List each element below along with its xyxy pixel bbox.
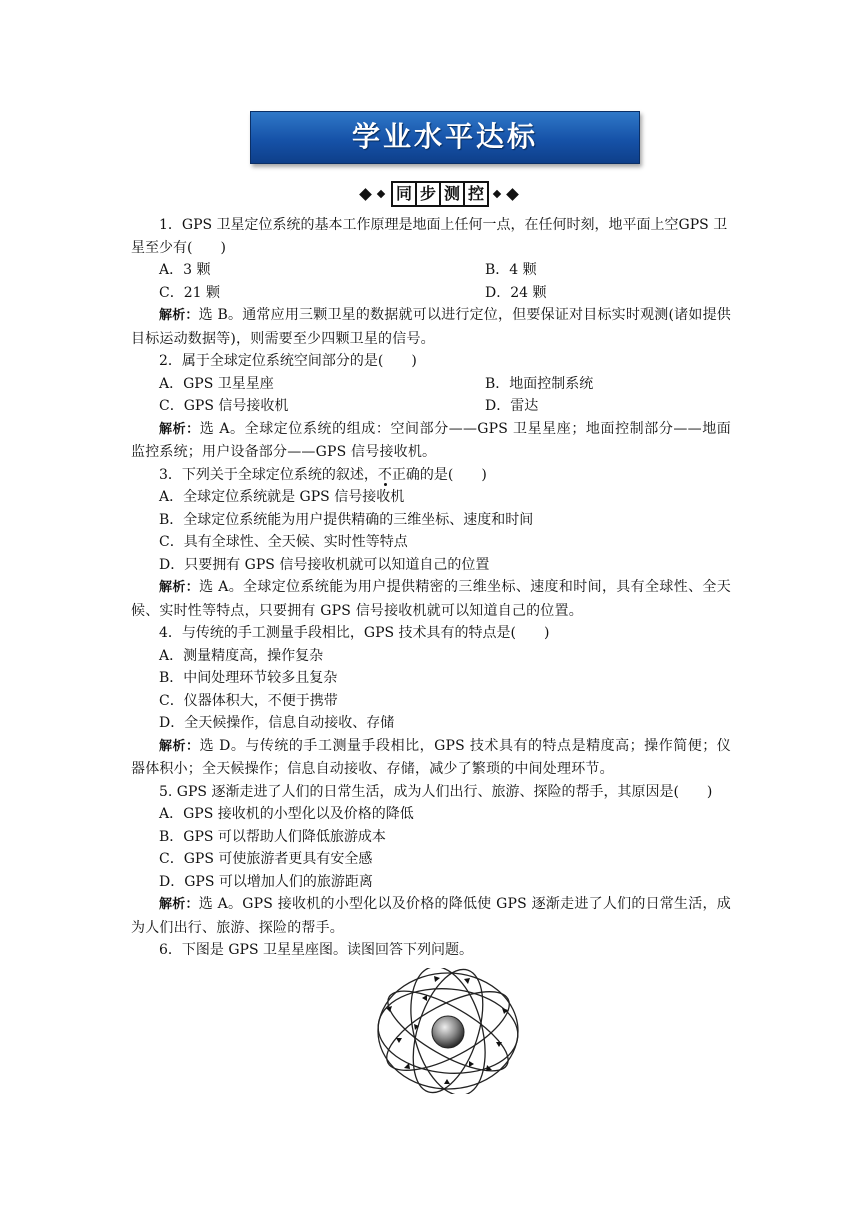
subheading-char: 控 <box>463 181 489 207</box>
earth-globe-icon <box>432 1016 464 1048</box>
option-row <box>131 282 731 305</box>
diamond-icon <box>506 188 519 201</box>
answer-label: 解析： <box>159 738 200 754</box>
stem-text: 正确的是( ) <box>391 466 487 483</box>
option: D．24 颗 <box>485 284 547 301</box>
option: C．GPS 可使旅游者更具有安全感 <box>159 851 373 867</box>
option: B．全球定位系统能为用户提供精确的三维坐标、速度和时间 <box>159 511 534 528</box>
option: B．GPS 可以帮助人们降低旅游成本 <box>159 828 386 845</box>
emphasis-dot-text: 不 <box>377 466 392 483</box>
banner-title: 学业水平达标 <box>351 120 538 153</box>
option: D．GPS 可以增加人们的旅游距离 <box>159 873 373 890</box>
section-banner <box>250 111 640 164</box>
option: D．雷达 <box>485 398 539 414</box>
answer-explanation <box>131 735 731 781</box>
question-stem: 5. GPS 逐渐走进了人们的日常生活，成为人们出行、旅游、探险的帮手，其原因是( ) <box>159 783 713 800</box>
subheading-char: 同 <box>391 181 417 207</box>
option: C．具有全球性、全天候、实时性等特点 <box>159 534 408 550</box>
answer-text: 选 A。GPS 接收机的小型化以及价格的降低使 GPS 逐渐走进了人们的日常生活，成为人们出行、旅游、探险的帮手。 <box>131 896 731 936</box>
option: B．地面控制系统 <box>485 375 594 392</box>
answer-explanation <box>131 576 731 622</box>
option: C．仪器体积大，不便于携带 <box>159 692 338 709</box>
option: D．全天候操作，信息自动接收、存储 <box>159 715 395 731</box>
option: A．测量精度高，操作复杂 <box>159 647 324 664</box>
answer-label: 解析： <box>159 897 199 912</box>
question-list <box>131 214 731 962</box>
option: B．4 颗 <box>485 262 537 278</box>
section-subheading <box>356 181 522 207</box>
subheading-boxes <box>391 181 487 207</box>
option: C．21 颗 <box>159 284 220 301</box>
answer-label: 解析： <box>159 308 199 323</box>
answer-explanation <box>131 304 731 350</box>
stem-text: 3．下列关于全球定位系统的叙述， <box>159 466 378 483</box>
answer-text: 选 A。全球定位系统的组成：空间部分——GPS 卫星星座；地面控制部分——地面监控系统；用户设备部分——GPS 信号接收机。 <box>131 420 731 460</box>
option: A．全球定位系统就是 GPS 信号接收机 <box>159 489 405 505</box>
diamond-icon <box>493 190 501 198</box>
answer-text: 选 A。全球定位系统能为用户提供精密的三维坐标、速度和时间，具有全球性、全天候、实时性等特点，只要拥有 GPS 信号接收机就可以知道自己的位置。 <box>131 579 731 619</box>
subheading-char: 测 <box>439 181 465 207</box>
diamond-icon <box>377 190 385 198</box>
subheading-char: 步 <box>415 181 441 207</box>
option-row <box>131 259 731 282</box>
answer-explanation <box>131 418 731 464</box>
option: B．中间处理环节较多且复杂 <box>159 670 338 686</box>
question-stem <box>131 464 731 487</box>
option: A．3 颗 <box>159 262 211 278</box>
answer-explanation <box>131 893 731 939</box>
question-stem: 4．与传统的手工测量手段相比，GPS 技术具有的特点是( ) <box>159 625 550 641</box>
question-stem: 6．下图是 GPS 卫星星座图。读图回答下列问题。 <box>159 942 474 958</box>
answer-label: 解析： <box>159 421 200 437</box>
answer-text: 选 B。通常应用三颗卫星的数据就可以进行定位，但要保证对目标实时观测(诸如提供目标运动数据等)，则需要至少四颗卫星的信号。 <box>131 307 732 347</box>
option-row <box>131 395 731 418</box>
option: D．只要拥有 GPS 信号接收机就可以知道自己的位置 <box>159 556 490 573</box>
question-stem: 2．属于全球定位系统空间部分的是( ) <box>159 353 417 369</box>
option: A．GPS 接收机的小型化以及价格的降低 <box>159 806 414 822</box>
answer-label: 解析： <box>159 580 200 595</box>
option: A．GPS 卫星星座 <box>159 375 274 392</box>
answer-text: 选 D。与传统的手工测量手段相比，GPS 技术具有的特点是精度高；操作简便；仪器体积小；全天候操作；信息自动接收、存储，减少了繁琐的中间处理环节。 <box>131 737 731 777</box>
question-stem: 1．GPS 卫星定位系统的基本工作原理是地面上任何一点，在任何时刻，地平面上空GPS 卫星至少有( ) <box>131 217 728 256</box>
option: C．GPS 信号接收机 <box>159 398 289 414</box>
gps-constellation-figure <box>374 968 522 1094</box>
option-row <box>131 373 731 396</box>
diamond-icon <box>359 188 372 201</box>
